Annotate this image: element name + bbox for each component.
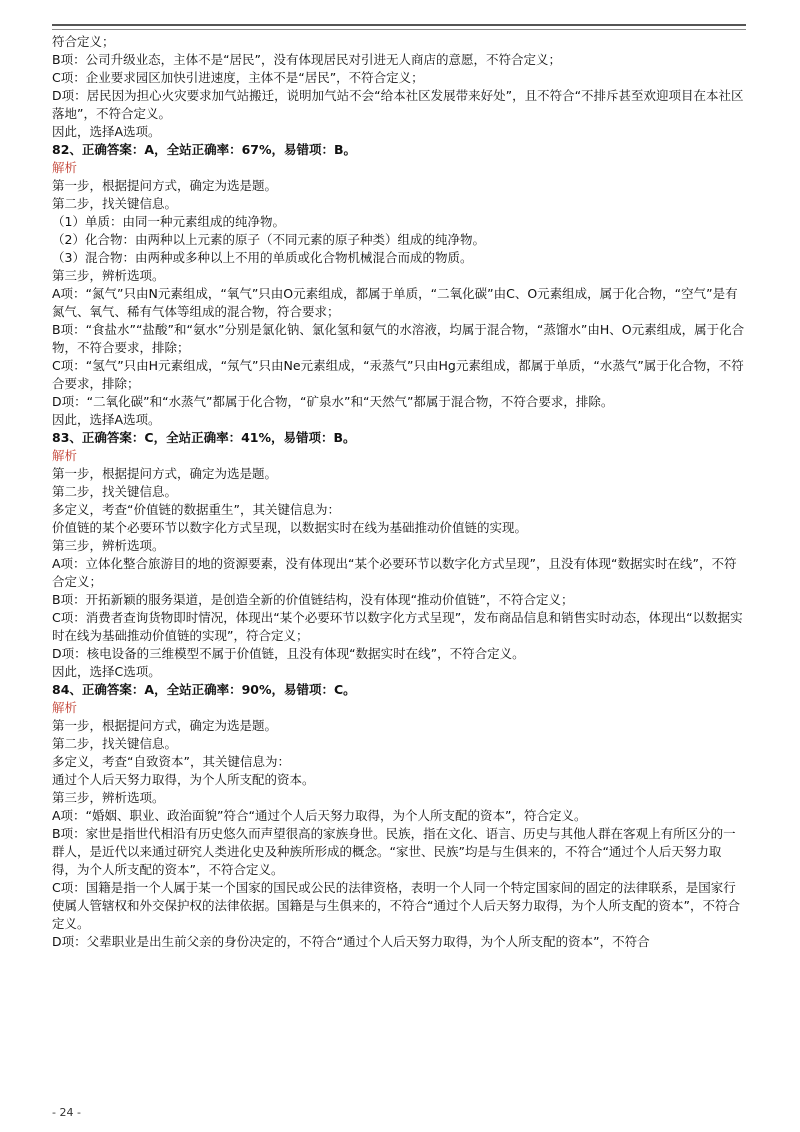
text-line: B项：“食盐水”“盐酸”和“氨水”分别是氯化钠、氯化氢和氨气的水溶液，均属于混合物，“蒸馏水”由H、O元素组成，属于化合物，不符合要求，排除；: [52, 322, 745, 355]
answer-header: 84、正确答案：A，全站正确率：90%，易错项：C。: [52, 682, 356, 697]
text-line: C项：国籍是指一个人属于某一个国家的国民或公民的法律资格，表明一个人同一个特定国家间的固定的法律联系，是国家行使属人管辖权和外交保护权的法律依据。国籍是与生俱来的，不符合“通过个人后天努力取得，为个人所支配的资本”，不符合定义。: [52, 880, 740, 931]
text-line: 第一步，根据提问方式，确定为选是题。: [52, 178, 278, 193]
answer-82: [52, 141, 746, 429]
text-line: D项：核电设备的三维模型不属于价值链，且没有体现“数据实时在线”，不符合定义。: [52, 646, 525, 661]
answer-84: [52, 681, 746, 951]
text-line: 第二步，找关键信息。: [52, 484, 178, 499]
text-line: D项：居民因为担心火灾要求加气站搬迁，说明加气站不会“给本社区发展带来好处”，且不符合“不排斥甚至欢迎项目在本社区落地”，不符合定义。: [52, 88, 744, 121]
text-line: C项：“氢气”只由H元素组成，“氖气”只由Ne元素组成，“汞蒸气”只由Hg元素组成，都属于单质，“水蒸气”属于化合物，不符合要求，排除；: [52, 358, 744, 391]
answer-header: 82、正确答案：A，全站正确率：67%，易错项：B。: [52, 142, 357, 157]
page-number: - 24 -: [52, 1106, 81, 1119]
text-line: D项：父辈职业是出生前父亲的身份决定的，不符合“通过个人后天努力取得，为个人所支配的资本”，不符合: [52, 934, 650, 949]
text-line: 多定义，考查“价值链的数据重生”，其关键信息为：: [52, 502, 340, 517]
header-rule-thin: [52, 29, 746, 30]
text-line: （2）化合物：由两种以上元素的原子（不同元素的原子种类）组成的纯净物。: [52, 232, 485, 247]
text-line: B项：公司升级业态，主体不是“居民”，没有体现居民对引进无人商店的意愿，不符合定义；: [52, 52, 562, 67]
text-line: 第三步，辨析选项。: [52, 790, 165, 805]
text-line: 第二步，找关键信息。: [52, 736, 178, 751]
header-rule-thick: [52, 24, 746, 26]
text-line: A项：“氮气”只由N元素组成，“氧气”只由O元素组成，都属于单质，“二氧化碳”由C、O元素组成，属于化合物，“空气”是有氮气、氧气、稀有气体等组成的混合物，符合要求；: [52, 286, 738, 319]
text-line: 第二步，找关键信息。: [52, 196, 178, 211]
analysis-label: 解析: [52, 448, 78, 463]
text-line: 因此，选择C选项。: [52, 664, 161, 679]
text-line: A项：“婚姻、职业、政治面貌”符合“通过个人后天努力取得，为个人所支配的资本”，符合定义。: [52, 808, 587, 823]
text-line: 通过个人后天努力取得，为个人所支配的资本。: [52, 772, 315, 787]
text-line: B项：开拓新颖的服务渠道，是创造全新的价值链结构，没有体现“推动价值链”，不符合定义；: [52, 592, 574, 607]
prev-answer-tail: [52, 33, 746, 141]
analysis-label: 解析: [52, 160, 78, 175]
text-line: （3）混合物：由两种或多种以上不用的单质或化合物机械混合而成的物质。: [52, 250, 473, 265]
page-content: [52, 33, 746, 951]
analysis-label: 解析: [52, 700, 78, 715]
text-line: C项：企业要求园区加快引进速度，主体不是“居民”，不符合定义；: [52, 70, 424, 85]
text-line: 因此，选择A选项。: [52, 124, 161, 139]
answer-header: 83、正确答案：C，全站正确率：41%，易错项：B。: [52, 430, 356, 445]
text-line: B项：家世是指世代相沿有历史悠久而声望很高的家族身世。民族，指在文化、语言、历史与其他人群在客观上有所区分的一群人，是近代以来通过研究人类进化史及种族所形成的概念。“家世、民族”均是与生俱来的，不符合“通过个人后天努力取得，为个人所支配的资本”，不符合定义。: [52, 826, 736, 877]
text-line: A项：立体化整合旅游目的地的资源要素，没有体现出“某个必要环节以数字化方式呈现”，且没有体现“数据实时在线”，不符合定义；: [52, 556, 737, 589]
text-line: 价值链的某个必要环节以数字化方式呈现，以数据实时在线为基础推动价值链的实现。: [52, 520, 528, 535]
text-line: 第三步，辨析选项。: [52, 268, 165, 283]
text-line: 第一步，根据提问方式，确定为选是题。: [52, 466, 278, 481]
answer-83: [52, 429, 746, 681]
text-line: 因此，选择A选项。: [52, 412, 161, 427]
text-line: 第一步，根据提问方式，确定为选是题。: [52, 718, 278, 733]
text-line: C项：消费者查询货物即时情况，体现出“某个必要环节以数字化方式呈现”，发布商品信息和销售实时动态，体现出“以数据实时在线为基础推动价值链的实现”，符合定义；: [52, 610, 743, 643]
text-line: 多定义，考查“自致资本”，其关键信息为：: [52, 754, 290, 769]
text-line: （1）单质：由同一种元素组成的纯净物。: [52, 214, 285, 229]
text-line: 符合定义；: [52, 34, 115, 49]
text-line: D项：“二氧化碳”和“水蒸气”都属于化合物，“矿泉水”和“天然气”都属于混合物，不符合要求，排除。: [52, 394, 614, 409]
text-line: 第三步，辨析选项。: [52, 538, 165, 553]
